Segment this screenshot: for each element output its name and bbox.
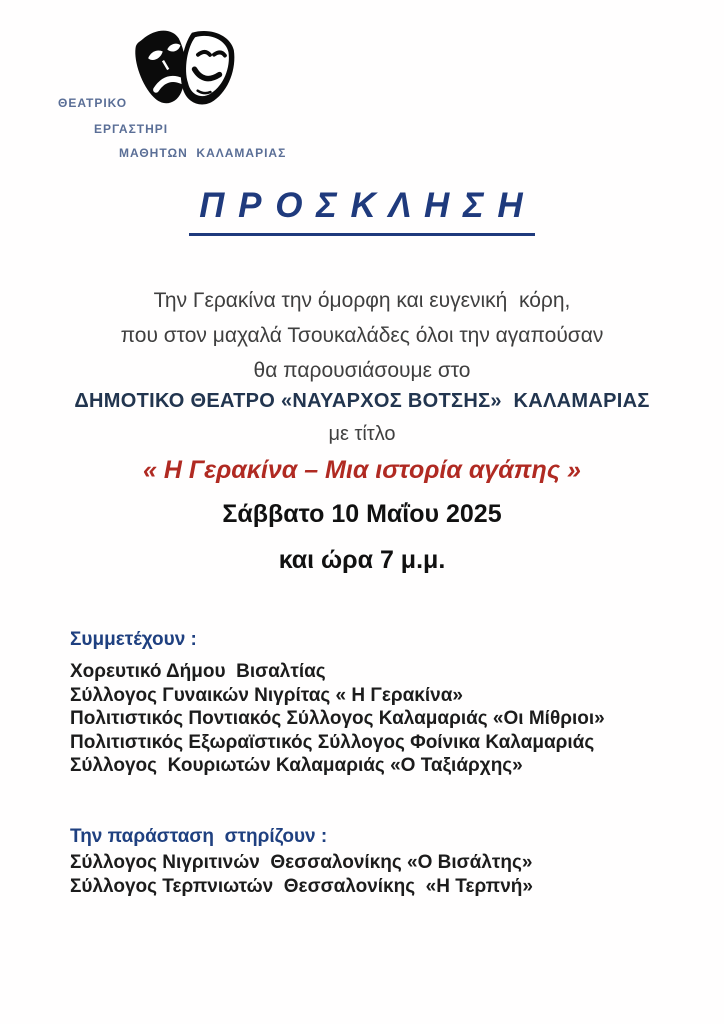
list-item: Σύλλογος Γυναικών Νιγρίτας « Η Γερακίνα»	[70, 684, 463, 706]
comedy-tragedy-masks-icon	[122, 24, 250, 124]
intro-line-2: που στον μαχαλά Τσουκαλάδες όλοι την αγαπούσαν	[120, 324, 604, 347]
list-item: Σύλλογος Κουριωτών Καλαμαριάς «Ο Ταξιάρχης»	[70, 755, 523, 776]
supporters-list	[70, 851, 684, 899]
list-item: Πολιτιστικός Ποντιακός Σύλλογος Καλαμαριάς «Οι Μίθριοι»	[70, 708, 605, 729]
participants-list	[70, 660, 684, 778]
list-item: Σύλλογος Νιγριτινών Θεσσαλονίκης «Ο Βισάλτης»	[70, 852, 533, 873]
page-title	[0, 186, 724, 236]
logo-line-ergastiri: ΕΡΓΑΣΤΗΡΙ	[94, 122, 169, 136]
page-title-text: Π Ρ Ο Σ Κ Λ Η Σ Η	[189, 186, 534, 236]
list-item: Πολιτιστικός Εξωραϊστικός Σύλλογος Φοίνικα Καλαμαριάς	[70, 731, 595, 753]
list-item: Σύλλογος Τερπνιωτών Θεσσαλονίκης «Η Τερπνή»	[70, 876, 533, 897]
intro-line-3: θα παρουσιάσουμε στο	[253, 359, 471, 382]
participants-heading: Συμμετέχουν :	[70, 629, 197, 650]
supporters-heading: Την παράσταση στηρίζουν :	[70, 826, 328, 847]
title-lead: με τίτλο	[328, 423, 396, 445]
list-item: Χορευτικό Δήμου Βισαλτίας	[70, 661, 326, 682]
show-title: « Η Γερακίνα – Μια ιστορία αγάπης »	[143, 456, 581, 484]
event-date: Σάββατο 10 Μαΐου 2025	[222, 500, 502, 528]
venue-name: ΔΗΜΟΤΙΚΟ ΘΕΑΤΡΟ «ΝΑΥΑΡΧΟΣ ΒΟΤΣΗΣ» ΚΑΛΑΜΑΡΙΑΣ	[74, 390, 650, 412]
logo-line-theatriko: ΘΕΑΤΡΙΚΟ	[58, 96, 128, 110]
intro-line-1: Την Γερακίνα την όμορφη και ευγενική κόρη,	[153, 289, 571, 312]
logo-line-mathiton: ΜΑΘΗΤΩΝ ΚΑΛΑΜΑΡΙΑΣ	[119, 146, 287, 160]
event-time: και ώρα 7 μ.μ.	[278, 546, 446, 574]
